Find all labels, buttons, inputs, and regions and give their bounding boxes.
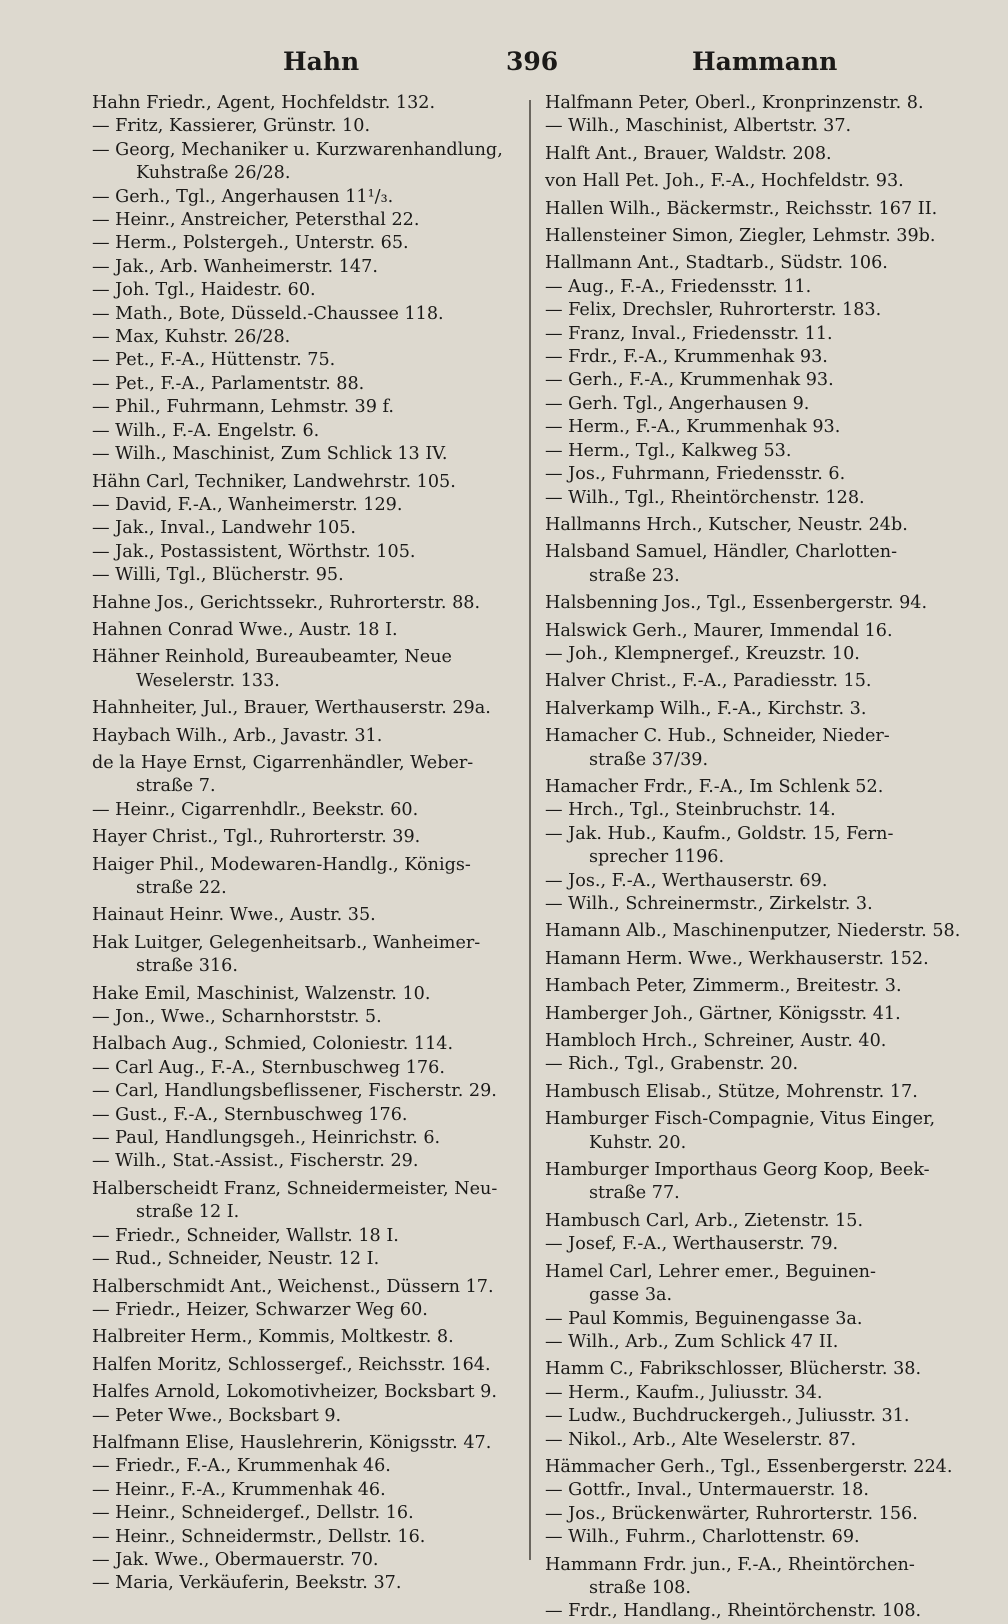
directory-entry [92,592,512,615]
directory-entry [545,276,970,299]
entry-line: — Wilh., Schreinermstr., Zirkelstr. 3. [545,894,873,914]
entry-line: — Gerh. Tgl., Angerhausen 9. [545,393,810,414]
entry-line: — Jos., Fuhrmann, Friedensstr. 6. [545,464,846,485]
page-number: 396 [506,47,559,76]
entry-line: Halsbenning Jos., Tgl., Essenbergerstr. 94. [545,593,928,614]
entry-continuation: straße 12 I. [136,1202,240,1223]
entry-line: Halverkamp Wilh., F.-A., Kirchstr. 3. [545,698,867,719]
directory-entry [545,1233,970,1256]
directory-entry [92,1006,512,1029]
running-head-left: Hahn [283,47,360,76]
directory-entry [92,232,512,255]
entry-line: — Frdr., F.-A., Krummenhak 93. [545,347,828,368]
entry-line: — Maria, Verkäuferin, Beekstr. 37. [92,1573,402,1594]
entry-line: — Wilh., Maschinist, Albertstr. 37. [545,116,852,137]
entry-line: — Nikol., Arb., Alte Weselerstr. 87. [545,1429,857,1450]
entry-line: — Wilh., Fuhrm., Charlottenstr. 69. [545,1527,860,1548]
entry-line: — Friedr., Schneider, Wallstr. 18 I. [92,1225,399,1246]
entry-line: — Gerh., Tgl., Angerhausen 11¹/₃. [92,186,394,207]
entry-line: Hamacher Frdr., F.-A., Im Schlenk 52. [545,776,884,797]
entry-line: — Heinr., Cigarrenhdlr., Beekstr. 60. [92,799,419,820]
entry-line: Halbach Aug., Schmied, Coloniestr. 114. [92,1034,454,1055]
entry-line: Haiger Phil., Modewaren-Handlg., Königs- [92,854,471,875]
entry-continuation: straße 77. [589,1183,680,1204]
entry-line: Hamburger Fisch-Compagnie, Vitus Einger, [545,1109,936,1130]
entry-line: — Joh. Tgl., Haidestr. 60. [92,280,316,301]
directory-entry [92,1057,512,1080]
directory-entry [545,1053,970,1076]
entry-line: — Paul, Handlungsgeh., Heinrichstr. 6. [92,1128,441,1149]
directory-entry [545,369,970,392]
directory-entry [545,592,970,615]
entry-line: Hallmanns Hrch., Kutscher, Neustr. 24b. [545,514,908,535]
entry-line: — Jos., Brückenwärter, Ruhrorterstr. 156. [545,1503,918,1524]
directory-entry [92,1479,512,1502]
entry-continuation: straße 7. [136,776,216,797]
directory-entry [92,1080,512,1103]
directory-entry [545,1261,970,1308]
entry-line: — Jon., Wwe., Scharnhorststr. 5. [92,1007,382,1028]
directory-entry [545,1081,970,1104]
directory-entry [92,854,512,901]
entry-line: — Wilh., F.-A. Engelstr. 6. [92,420,320,441]
directory-entry [92,349,512,372]
directory-entry [92,186,512,209]
entry-line: — Josef, F.-A., Werthauserstr. 79. [545,1234,839,1255]
directory-entry [545,725,970,772]
entry-line: Halbreiter Herm., Kommis, Moltkestr. 8. [92,1327,454,1348]
entry-line: — Heinr., F.-A., Krummenhak 46. [92,1479,386,1500]
directory-entry [92,256,512,279]
entry-line: — Math., Bote, Düsseld.-Chaussee 118. [92,303,444,324]
directory-entry [545,92,970,115]
directory-entry [545,198,970,221]
entry-line: — Aug., F.-A., Friedensstr. 11. [545,276,812,297]
entry-line: Halfmann Peter, Oberl., Kronprinzenstr. 8. [545,93,924,113]
entry-line: — Hrch., Tgl., Steinbruchstr. 14. [545,800,836,821]
entry-line: Halberschmidt Ant., Weichenst., Düssern 17. [92,1276,494,1297]
directory-entry [92,494,512,517]
entry-line: — Gottfr., Inval., Untermauerstr. 18. [545,1480,869,1501]
entry-line: Hahn Friedr., Agent, Hochfeldstr. 132. [92,93,436,113]
directory-entry [92,1033,512,1056]
directory-entry [92,1354,512,1377]
entry-line: Hake Emil, Maschinist, Walzenstr. 10. [92,983,431,1004]
entry-line: Halfen Moritz, Schlossergef., Reichsstr. 164. [92,1354,491,1375]
left-column [92,92,512,1596]
entry-line: Halfes Arnold, Lokomotivheizer, Bocksbart 9. [92,1382,497,1403]
directory-entry [545,698,970,721]
directory-entry [545,323,970,346]
running-head-right: Hammann [692,47,838,76]
directory-entry [545,799,970,822]
entry-line: Hambusch Carl, Arb., Zietenstr. 15. [545,1210,864,1231]
directory-entry [545,170,970,193]
directory-entry [545,416,970,439]
directory-entry [92,1225,512,1248]
entry-line: — Carl Aug., F.-A., Sternbuschweg 176. [92,1057,445,1078]
entry-line: — Gust., F.-A., Sternbuschweg 176. [92,1104,408,1125]
entry-line: — Fritz, Kassierer, Grünstr. 10. [92,116,371,137]
directory-entry [92,1150,512,1173]
entry-line: Hämmacher Gerh., Tgl., Essenbergerstr. 224. [545,1456,953,1477]
entry-continuation: Weselerstr. 133. [136,670,280,691]
entry-line: — Gerh., F.-A., Krummenhak 93. [545,370,834,391]
entry-line: — Rud., Schneider, Neustr. 12 I. [92,1249,380,1270]
directory-entry [92,1572,512,1595]
directory-entry [545,1108,970,1155]
entry-line: — Jak. Wwe., Obermauerstr. 70. [92,1549,379,1570]
directory-entry [545,1030,970,1053]
directory-entry [92,92,512,115]
entry-continuation: straße 37/39. [589,749,709,770]
directory-entry [92,471,512,494]
entry-line: Hayer Christ., Tgl., Ruhrorterstr. 39. [92,827,421,848]
directory-entry [545,823,970,870]
entry-line: Hahnen Conrad Wwe., Austr. 18 I. [92,619,398,640]
directory-entry [92,1381,512,1404]
entry-line: — Heinr., Schneidergef., Dellstr. 16. [92,1503,414,1524]
directory-entry [92,541,512,564]
entry-line: — Jak., Postassistent, Wörthstr. 105. [92,541,416,562]
entry-line: — Wilh., Maschinist, Zum Schlick 13 IV. [92,444,448,465]
directory-entry [92,1502,512,1525]
directory-entry [92,725,512,748]
directory-entry [92,443,512,466]
entry-line: — Pet., F.-A., Hüttenstr. 75. [92,350,336,371]
directory-entry [545,975,970,998]
directory-entry [545,346,970,369]
directory-entry [545,643,970,666]
directory-entry [92,1276,512,1299]
directory-entry [545,1600,970,1623]
entry-line: de la Haye Ernst, Cigarrenhändler, Weber- [92,752,474,773]
directory-entry [545,115,970,138]
directory-entry [545,1554,970,1601]
entry-line: — Peter Wwe., Bocksbart 9. [92,1405,342,1426]
entry-line: — Georg, Mechaniker u. Kurzwarenhandlung, [92,139,503,160]
directory-entry [545,1429,970,1452]
directory-entry [545,440,970,463]
entry-line: Hamann Herm. Wwe., Werkhauserstr. 152. [545,948,929,969]
entry-line: Hambloch Hrch., Schreiner, Austr. 40. [545,1031,887,1052]
entry-line: — Frdr., Handlang., Rheintörchenstr. 108. [545,1601,922,1622]
directory-entry [92,209,512,232]
directory-entry [92,396,512,419]
directory-entry [545,1526,970,1549]
entry-line: — Pet., F.-A., Parlamentstr. 88. [92,373,365,394]
directory-entry [545,1503,970,1526]
entry-line: Hamburger Importhaus Georg Koop, Beek- [545,1160,930,1181]
directory-entry [92,517,512,540]
entry-line: — Herm., Polstergeh., Unterstr. 65. [92,233,409,254]
directory-entry [92,1299,512,1322]
directory-entry [92,1326,512,1349]
entry-continuation: straße 23. [589,565,680,586]
directory-entry [92,115,512,138]
directory-entry [545,670,970,693]
directory-entry [92,373,512,396]
directory-entry [92,1178,512,1225]
directory-entry [92,1104,512,1127]
entry-line: — Friedr., F.-A., Krummenhak 46. [92,1456,391,1477]
entry-line: Hallmann Ant., Stadtarb., Südstr. 106. [545,253,888,274]
entry-line: Hamel Carl, Lehrer emer., Beguinen- [545,1261,876,1282]
directory-entry [545,393,970,416]
directory-entry [92,1549,512,1572]
entry-line: — Herm., Tgl., Kalkweg 53. [545,440,792,461]
entry-line: — Phil., Fuhrmann, Lehmstr. 39 f. [92,397,395,418]
directory-entry [545,514,970,537]
entry-line: — Friedr., Heizer, Schwarzer Weg 60. [92,1299,428,1320]
entry-line: Hähn Carl, Techniker, Landwehrstr. 105. [92,471,456,492]
directory-entry [545,776,970,799]
entry-line: — Wilh., Arb., Zum Schlick 47 II. [545,1331,839,1352]
entry-line: — Joh., Klempnergef., Kreuzstr. 10. [545,643,860,664]
entry-line: Hamann Alb., Maschinenputzer, Niederstr. 58. [545,921,961,942]
directory-entry [92,983,512,1006]
entry-line: — Willi, Tgl., Blücherstr. 95. [92,565,344,586]
directory-entry [92,420,512,443]
entry-line: Hähner Reinhold, Bureaubeamter, Neue [92,647,452,668]
directory-entry [92,279,512,302]
directory-entry [92,799,512,822]
directory-entry [545,225,970,248]
entry-line: Halver Christ., F.-A., Paradiesstr. 15. [545,671,872,692]
directory-entry [545,1003,970,1026]
directory-entry [545,299,970,322]
directory-entry [545,252,970,275]
directory-entry [92,1432,512,1455]
entry-line: Hak Luitger, Gelegenheitsarb., Wanheimer- [92,932,481,953]
entry-continuation: straße 108. [589,1577,691,1598]
entry-line: Hamm C., Fabrikschlosser, Blücherstr. 38. [545,1359,922,1380]
column-divider [529,100,531,1560]
directory-entry [92,1526,512,1549]
entry-line: — Herm., F.-A., Krummenhak 93. [545,417,841,438]
entry-continuation: gasse 3a. [589,1285,673,1306]
directory-entry [545,948,970,971]
directory-entry [92,326,512,349]
directory-entry [545,1308,970,1331]
entry-line: von Hall Pet. Joh., F.-A., Hochfeldstr. 93. [545,171,904,192]
entry-line: — Paul Kommis, Beguinengasse 3a. [545,1308,863,1329]
entry-line: — Ludw., Buchdruckergeh., Juliusstr. 31. [545,1406,910,1427]
directory-entry [92,932,512,979]
directory-entry [92,1127,512,1150]
directory-entry [545,893,970,916]
entry-line: Hallen Wilh., Bäckermstr., Reichsstr. 167 II. [545,198,938,219]
directory-entry [545,1159,970,1206]
directory-entry [92,619,512,642]
entry-continuation: straße 316. [136,956,238,977]
entry-line: Hamberger Joh., Gärtner, Königsstr. 41. [545,1003,901,1024]
directory-entry [545,1405,970,1428]
entry-line: Hahnheiter, Jul., Brauer, Werthauserstr. 29a. [92,698,491,719]
directory-entry [92,826,512,849]
entry-line: — Heinr., Anstreicher, Petersthal 22. [92,210,420,231]
directory-entry [545,487,970,510]
directory-entry [92,1455,512,1478]
right-column [545,92,970,1624]
entry-line: — David, F.-A., Wanheimerstr. 129. [92,494,403,515]
directory-entry [92,564,512,587]
directory-entry [545,920,970,943]
entry-continuation: Kuhstraße 26/28. [136,163,291,184]
entry-line: — Max, Kuhstr. 26/28. [92,327,291,348]
directory-entry [92,752,512,799]
entry-line: Hambusch Elisab., Stütze, Mohrenstr. 17. [545,1081,918,1102]
entry-line: Hamacher C. Hub., Schneider, Nieder- [545,726,890,747]
entry-line: — Felix, Drechsler, Ruhrorterstr. 183. [545,300,882,321]
entry-line: Hallensteiner Simon, Ziegler, Lehmstr. 39b. [545,226,936,247]
entry-line: — Wilh., Stat.-Assist., Fischerstr. 29. [92,1151,419,1172]
directory-entry [545,1331,970,1354]
entry-line: Halfmann Elise, Hauslehrerin, Königsstr. 47. [92,1432,492,1453]
directory-entry [545,1210,970,1233]
entry-line: Halberscheidt Franz, Schneidermeister, Neu- [92,1178,498,1199]
entry-line: — Jak. Hub., Kaufm., Goldstr. 15, Fern- [545,823,894,844]
entry-line: Halsband Samuel, Händler, Charlotten- [545,542,898,563]
entry-line: Halft Ant., Brauer, Waldstr. 208. [545,143,832,164]
entry-line: — Jak., Arb. Wanheimerstr. 147. [92,256,378,277]
entry-line: Halswick Gerh., Maurer, Immendal 16. [545,620,893,641]
entry-continuation: sprecher 1196. [589,847,725,868]
directory-entry [545,620,970,643]
directory-entry [545,1382,970,1405]
entry-line: Hainaut Heinr. Wwe., Austr. 35. [92,905,376,926]
entry-line: — Franz, Inval., Friedensstr. 11. [545,323,833,344]
entry-line: Hambach Peter, Zimmerm., Breitestr. 3. [545,976,902,997]
directory-entry [92,139,512,186]
entry-line: Haybach Wilh., Arb., Javastr. 31. [92,725,383,746]
entry-line: — Wilh., Tgl., Rheintörchenstr. 128. [545,487,865,508]
entry-line: — Rich., Tgl., Grabenstr. 20. [545,1054,799,1075]
entry-line: — Carl, Handlungsbeflissener, Fischerstr. 29. [92,1081,497,1102]
directory-entry [92,697,512,720]
entry-line: — Jak., Inval., Landwehr 105. [92,518,357,539]
entry-line: — Herm., Kaufm., Juliusstr. 34. [545,1382,823,1403]
directory-entry [92,646,512,693]
directory-entry [545,870,970,893]
entry-continuation: straße 22. [136,878,227,898]
entry-line: Hahne Jos., Gerichtssekr., Ruhrorterstr. 88. [92,592,481,613]
directory-entry [92,1248,512,1271]
directory-entry [92,904,512,927]
directory-entry [545,463,970,486]
directory-entry [92,303,512,326]
entry-line: Hammann Frdr. jun., F.-A., Rheintörchen- [545,1554,915,1575]
entry-continuation: Kuhstr. 20. [589,1132,687,1153]
entry-line: — Jos., F.-A., Werthauserstr. 69. [545,870,828,891]
directory-entry [545,1456,970,1479]
directory-entry [545,143,970,166]
directory-entry [545,1479,970,1502]
entry-line: — Heinr., Schneidermstr., Dellstr. 16. [92,1526,426,1547]
directory-entry [92,1405,512,1428]
directory-entry [545,1358,970,1381]
directory-entry [545,541,970,588]
